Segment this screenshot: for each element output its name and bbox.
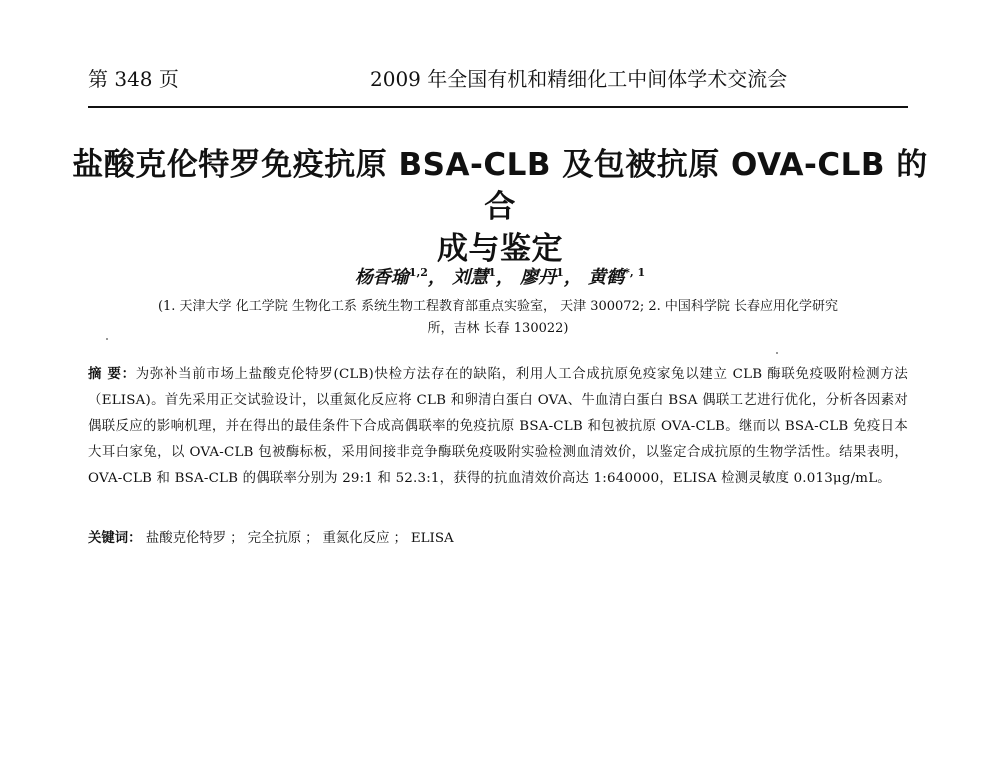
title-line-2: 成与鉴定 <box>437 231 563 267</box>
abstract-text: 为弥补当前市场上盐酸克伦特罗(CLB)快检方法存在的缺陷，利用人工合成抗原免疫家兔以建立 CLB 酶联免疫吸附检测方法（ELISA)。首先采用正交试验设计，以重氮化反应将 CLB 和卵清白蛋白 OVA、牛血清白蛋白 BSA 偶联工艺进行优化，分析各因素对偶联反应的影响机理，并在得出的最佳条件下合成高偶联率的免疫抗原 BSA-CLB 和包被抗原 OVA-CLB。继而以 BSA-CLB 免疫日本大耳白家兔，以 OVA-CLB 包被酶标板，采用间接非竞争酶联免疫吸附实验检测血清效价，以鉴定合成抗原的生物学活性。结果表明，OVA-CLB 和 BSA-CLB 的偶联率分别为 29:1 和 52.3:1，获得的抗血清效价高达 1:640000，ELISA 检测灵敏度 0.013μg/mL。 <box>88 367 908 486</box>
keyword-separator: ； <box>305 531 319 546</box>
keywords <box>88 528 908 550</box>
author-separator: ， <box>563 267 582 288</box>
author-affiliation-mark: 1 <box>556 266 564 279</box>
paper-title <box>60 144 940 270</box>
author-separator: ， <box>427 267 446 288</box>
author-name: 黄鹤 <box>588 267 625 288</box>
scan-speck <box>776 352 778 354</box>
keyword-item: 完全抗原 <box>247 531 302 546</box>
keyword-item: ELISA <box>410 531 454 546</box>
title-line-1: 盐酸克伦特罗免疫抗原 BSA-CLB 及包被抗原 OVA-CLB 的合 <box>72 147 928 225</box>
header-divider <box>88 106 908 108</box>
abstract <box>88 362 908 492</box>
author-affiliation-mark: *, 1 <box>624 266 646 279</box>
keyword-item: 重氮化反应 <box>322 531 390 546</box>
author-separator: ， <box>495 267 514 288</box>
keyword-separator: ； <box>230 531 244 546</box>
author-affiliation-mark: 1,2 <box>408 266 428 279</box>
affiliation-line-1: (1. 天津大学 化工学院 生物化工系 系统生物工程教育部重点实验室， 天津 300072; 2. 中国科学院 长春应用化学研究 <box>157 299 839 314</box>
affiliation-line-2: 所，吉林 长春 130022) <box>427 321 569 336</box>
conference-name: 2009 年全国有机和精细化工中间体学术交流会 <box>370 67 788 91</box>
author-name: 杨香瑜 <box>354 267 409 288</box>
author-affiliation-mark: 1 <box>488 266 496 279</box>
abstract-label: 摘 要： <box>88 367 136 382</box>
author-name: 刘慧 <box>452 267 489 288</box>
keyword-separator: ； <box>393 531 407 546</box>
author-list <box>150 260 850 291</box>
keywords-label: 关键词： <box>88 531 142 546</box>
keyword-item: 盐酸克伦特罗 <box>145 531 227 546</box>
scan-speck <box>106 338 108 340</box>
running-header <box>88 64 908 94</box>
author-name: 廖丹 <box>520 267 557 288</box>
affiliations <box>88 296 908 340</box>
page-number: 第 348 页 <box>88 67 179 91</box>
